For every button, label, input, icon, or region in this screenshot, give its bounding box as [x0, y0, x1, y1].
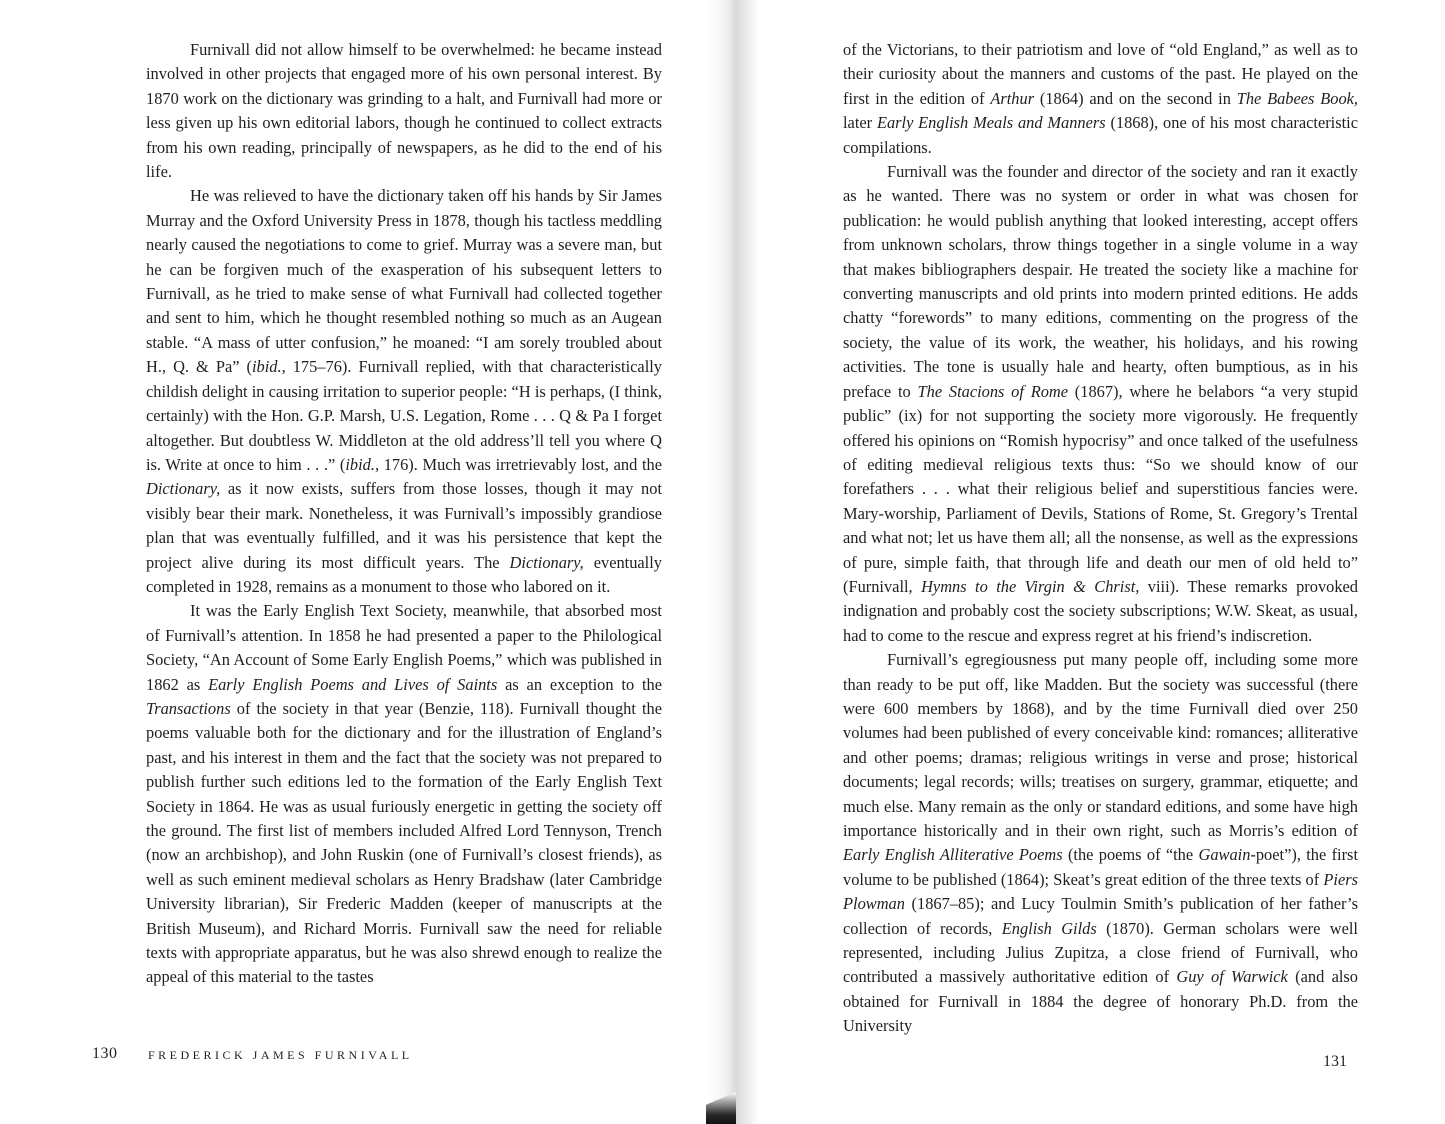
left-page-number: 130	[92, 1045, 118, 1062]
right-paragraph-3: Furnivall’s egregiousness put many people off, including some more than ready to be put off, like Madden. But the society was successful (there were 600 members by 1868), and by the time Furnivall died over 250 volumes had been published of every conceivable kind: romances; alliterative and other poems; dramas; religious writings in verse and prose; historical documents; legal records; wills; treatises on surgery, grammar, etiquette; and much else. Many remain as the only or standard editions, and some have high importance historically and in their own right, such as Morris’s edition of Early English Alliterative Poems (the poems of “the Gawain-poet”), the first volume to be published (1864); Skeat’s great edition of the three texts of Piers Plowman (1867–85); and Lucy Toulmin Smith’s publication of her father’s collection of records, English Gilds (1870). German scholars were well represented, including Julius Zupitza, a close friend of Furnivall, who contributed a massively authoritative edition of Guy of Warwick (and also obtained for Furnivall in 1884 the degree of honorary Ph.D. from the University	[843, 650, 1358, 1036]
right-page-number: 131	[1323, 1053, 1347, 1070]
right-paragraph-2: Furnivall was the founder and director of the society and ran it exactly as he wanted. There was no system or order in what was chosen for publication: he would publish anything that looked interesting, accept offers from unknown scholars, throw things together in a single volume in a way that makes bibliographers despair. He treated the society like a machine for converting manuscripts and old prints into modern printed editions. He adds chatty “forewords” to many editions, commenting on the progress of the society, the value of its work, the weather, his holidays, and his rowing activities. The tone is usually hale and hearty, often bumptious, as in his preface to The Stacions of Rome (1867), where he belabors “a very stupid public” (ix) for not supporting the society more vigorously. He frequently offered his opinions on “Romish hypocrisy” and once talked of the usefulness of editing medieval religious texts thus: “So we should know of our forefathers . . . what their religious belief and superstitious fancies were. Mary-worship, Parliament of Devils, Stations of Rome, St. Gregory’s Trental and what not; let us have them all; all the nonsense, as well as the expressions of pure, simple faith, that through life and death our men of old held to” (Furnivall, Hymns to the Virgin & Christ, viii). These remarks provoked indignation and probably cost the society subscriptions; W.W. Skeat, as usual, had to come to the rescue and express regret at his friend’s indiscretion.	[843, 162, 1359, 645]
running-head: FREDERICK JAMES FURNIVALL	[148, 1048, 413, 1062]
book-gutter	[708, 0, 760, 1124]
left-paragraph-2: He was relieved to have the dictionary taken off his hands by Sir James Murray and the Oxford University Press in 1878, though his tactless meddling nearly caused the negotiations to come to grief. Murray was a severe man, but he can be forgiven much of the exasperation of his subsequent letters to Furnivall, as he tried to make sense of what Furnivall had collected together and sent to him, which he thought resembled nothing so much as an Augean stable. “A mass of utter confusion,” he moaned: “I am sorely troubled about H., Q. & Pa” (ibid., 175–76). Furnivall replied, with that characteristically childish delight in causing irritation to superior people: “H is perhaps, (I think, certainly) with the Hon. G.P. Marsh, U.S. Legation, Rome . . . Q & Pa I forget altogether. But doubtless W. Middleton at the old address’ll tell you where Q is. Write at once to him . . .” (ibid., 176). Much was irretrievably lost, and the Dictionary, as it now exists, suffers from those losses, though it may not visibly bear their mark. Nonetheless, it was Furnivall’s impossibly grandiose plan that was eventually fulfilled, and it was his persistence that kept the project alive during its most difficult years. The Dictionary, eventually completed in 1928, remains as a monument to those who labored on it.	[146, 186, 663, 596]
right-page-body	[843, 38, 1358, 1039]
left-paragraph-1: Furnivall did not allow himself to be overwhelmed: he became instead involved in other projects that engaged more of his own personal interest. By 1870 work on the dictionary was grinding to a halt, and Furnivall had more or less given up his own editorial labors, though he continued to collect extracts from his own reading, principally of newspapers, as he did to the end of his life.	[146, 40, 662, 182]
left-paragraph-3: It was the Early English Text Society, meanwhile, that absorbed most of Furnivall’s attention. In 1858 he had presented a paper to the Philological Society, “An Account of Some Early English Poems,” which was published in 1862 as Early English Poems and Lives of Saints as an exception to the Transactions of the society in that year (Benzie, 118). Furnivall thought the poems valuable both for the dictionary and for the illustration of England’s past, and his interest in them and the fact that the society was not prepared to publish further such editions led to the formation of the Early English Text Society in 1864. He was as usual furiously energetic in getting the society off the ground. The first list of members included Alfred Lord Tennyson, Trench (now an archbishop), and John Ruskin (one of Furnivall’s closest friends), as well as such eminent medieval scholars as Henry Bradshaw (later Cambridge University librarian), Sir Frederic Madden (keeper of manuscripts at the British Museum), and Richard Morris. Furnivall saw the need for reliable texts with appropriate apparatus, but he was also shrewd enough to realize the appeal of this material to the tastes	[146, 601, 662, 987]
left-page-body	[146, 38, 662, 990]
right-paragraph-1: of the Victorians, to their patriotism and love of “old England,” as well as to their curiosity about the manners and customs of the past. He played on the first in the edition of Arthur (1864) and on the second in The Babees Book, later Early English Meals and Manners (1868), one of his most characteristic compilations.	[843, 40, 1359, 157]
